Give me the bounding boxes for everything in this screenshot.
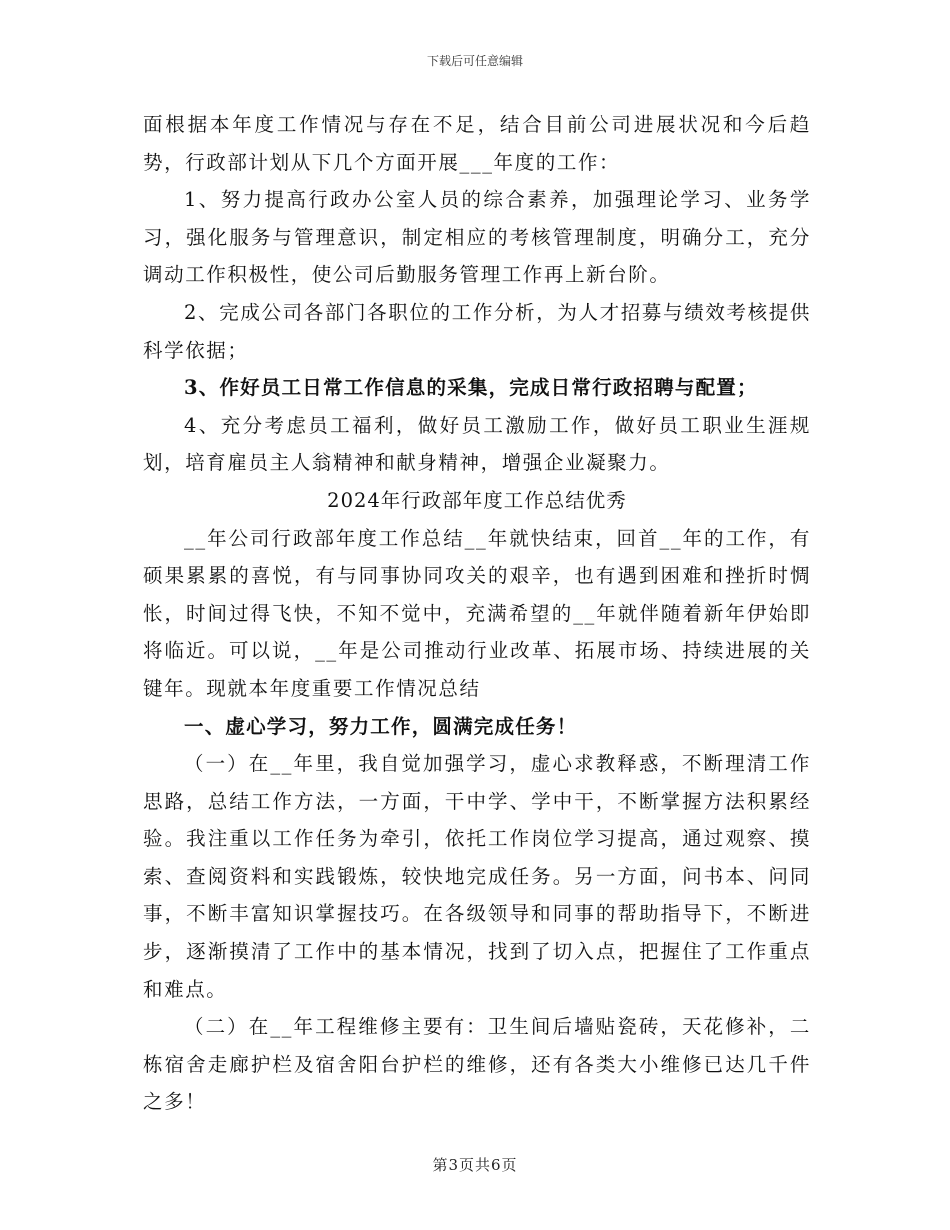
section-heading-1: 一、虚心学习，努力工作，圆满完成任务！ (184, 714, 578, 738)
paragraph-item-2: 2、完成公司各部门各职位的工作分析，为人才招募与绩效考核提供科学依据； (143, 300, 811, 362)
paragraph-plan-intro: 面根据本年度工作情况与存在不足，结合目前公司进展状况和今后趋势，行政部计划从下几个方面开展___年度的工作： (143, 113, 811, 174)
paragraph-item-1: 1、努力提高行政办公室人员的综合素养，加强理论学习、业务学习，强化服务与管理意识，制定相应的考核管理制度，明确分工，充分调动工作积极性，使公司后勤服务管理工作再上新台阶。 (143, 188, 811, 287)
paragraph-item-4: 4、充分考虑员工福利，做好员工激励工作，做好员工职业生涯规划，培育雇员主人翁精神和献身精神，增强企业凝聚力。 (143, 413, 811, 475)
page-indicator: 第3页共6页 (432, 1156, 518, 1174)
paragraph-section-1-part-1: （一）在__年里，我自觉加强学习，虚心求教释惑，不断理清工作思路，总结工作方法，一方面，干中学、学中干，不断掌握方法积累经验。我注重以工作任务为牵引，依托工作岗位学习提高，通过观察、摸索、查阅资料和实践锻炼，较快地完成任务。另一方面，问书本、问同事，不断丰富知识掌握技巧。在各级领导和同事的帮助指导下，不断进步，逐渐摸清了工作中的基本情况，找到了切入点，把握住了工作重点和难点。 (143, 752, 811, 1001)
paragraph-summary-intro: __年公司行政部年度工作总结__年就快结束，回首__年的工作，有硕果累累的喜悦，有与同事协同攻关的艰辛，也有遇到困难和挫折时惆怅，时间过得飞快，不知不觉中，充满希望的__年就伴随着新年伊始即将临近。可以说，__年是公司推动行业改革、拓展市场、持续进展的关键年。现就本年度重要工作情况总结 (143, 526, 811, 700)
paragraph-item-3: 3、作好员工日常工作信息的采集，完成日常行政招聘与配置； (184, 376, 758, 400)
document-title: 2024年行政部年度工作总结优秀 (327, 488, 627, 512)
document-body (143, 106, 811, 1121)
paragraph-section-1-part-2: （二）在__年工程维修主要有：卫生间后墙贴瓷砖，天花修补，二栋宿舍走廊护栏及宿舍阳台护栏的维修，还有各类大小维修已达几千件之多！ (143, 1015, 811, 1114)
header-note: 下载后可任意编辑 (426, 54, 523, 68)
